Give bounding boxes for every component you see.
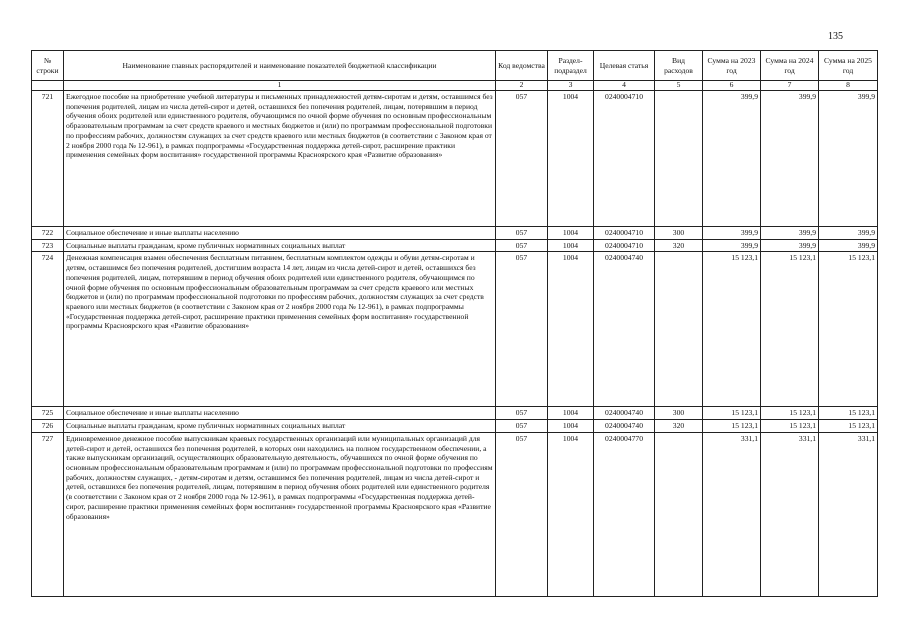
expense-type: 300 [655, 227, 703, 240]
dept-code: 057 [496, 252, 548, 407]
column-number: 3 [548, 81, 594, 91]
section-code: 1004 [548, 239, 594, 252]
sum-2024: 399,9 [761, 239, 819, 252]
column-number: 4 [594, 81, 655, 91]
dept-code: 057 [496, 420, 548, 433]
target-article: 0240004710 [594, 91, 655, 227]
column-number: 7 [761, 81, 819, 91]
target-article: 0240004740 [594, 420, 655, 433]
sum-2025: 331,1 [819, 432, 878, 596]
dept-code: 057 [496, 432, 548, 596]
column-number: 5 [655, 81, 703, 91]
expense-type: 320 [655, 239, 703, 252]
sum-2025: 399,9 [819, 91, 878, 227]
row-name: Социальные выплаты гражданам, кроме публичных нормативных социальных выплат [64, 239, 496, 252]
sum-2023: 399,9 [703, 227, 761, 240]
dept-code: 057 [496, 91, 548, 227]
header-name: Наименование главных распорядителей и наименование показателей бюджетной классификации [64, 51, 496, 81]
sum-2023: 15 123,1 [703, 252, 761, 407]
row-number: 721 [32, 91, 64, 227]
sum-2025: 399,9 [819, 239, 878, 252]
target-article: 0240004740 [594, 407, 655, 420]
sum-2025: 15 123,1 [819, 407, 878, 420]
section-code: 1004 [548, 227, 594, 240]
sum-2023: 399,9 [703, 91, 761, 227]
expense-type: 320 [655, 420, 703, 433]
expense-type: 300 [655, 407, 703, 420]
dept-code: 057 [496, 407, 548, 420]
sum-2023: 15 123,1 [703, 420, 761, 433]
expense-type [655, 91, 703, 227]
row-name: Денежная компенсация взамен обеспечения бесплатным питанием, бесплатным комплектом одежды и обуви детям-сиротам и детям, оставшимся без попечения родителей, достигшим возраста 14 лет, лицам из числа детей-сирот и детей, оставшихся без попечения родителей, лицам, потерявшим в период обучения обоих родителей или единственного родителя, обучающимся по очной форме обучения по основным профессиональным образовательным программам за счет средств краевого или местных бюджетов и (или) по программам профессиональной подготовки по профессиям рабочих, должностям служащих за счет средств краевого или местных бюджетов (в соответствии с Законом края от 2 ноября 2000 года № 12-961), в рамках подпрограммы «Государственная поддержка детей-сирот, расширение практики применения семейных форм воспитания» государственной программы Красноярского края «Развитие образования» [64, 252, 496, 407]
section-code: 1004 [548, 252, 594, 407]
header-row-number: № строки [32, 51, 64, 81]
sum-2024: 331,1 [761, 432, 819, 596]
target-article: 0240004740 [594, 252, 655, 407]
row-name: Социальные выплаты гражданам, кроме публичных нормативных социальных выплат [64, 420, 496, 433]
row-number: 722 [32, 227, 64, 240]
section-code: 1004 [548, 407, 594, 420]
section-code: 1004 [548, 420, 594, 433]
sum-2024: 399,9 [761, 91, 819, 227]
sum-2023: 331,1 [703, 432, 761, 596]
table-row [32, 239, 878, 252]
column-number [32, 81, 64, 91]
header-expense-type: Вид расходов [655, 51, 703, 81]
row-name: Социальное обеспечение и иные выплаты населению [64, 407, 496, 420]
column-number: 2 [496, 81, 548, 91]
dept-code: 057 [496, 239, 548, 252]
header-section: Раздел-подраздел [548, 51, 594, 81]
budget-table [31, 50, 878, 597]
table-row [32, 432, 878, 596]
target-article: 0240004710 [594, 227, 655, 240]
header-sum-2025: Сумма на 2025 год [819, 51, 878, 81]
header-target-article: Целевая статья [594, 51, 655, 81]
expense-type [655, 252, 703, 407]
section-code: 1004 [548, 91, 594, 227]
sum-2023: 15 123,1 [703, 407, 761, 420]
sum-2025: 15 123,1 [819, 420, 878, 433]
page-number: 135 [828, 31, 843, 42]
sum-2025: 15 123,1 [819, 252, 878, 407]
header-dept-code: Код ведомства [496, 51, 548, 81]
row-number: 726 [32, 420, 64, 433]
row-name: Единовременное денежное пособие выпускникам краевых государственных организаций или муниципальных организаций для детей-сирот и детей, оставшихся без попечения родителей, в которых они находились на полном государственном обеспечении, а также выпускникам организаций, осуществляющих образовательную деятельность, обучавшихся по очной форме обучения по основным профессиональным образовательным программам и (или) по программам профессиональной подготовки по профессиям рабочих, должностям служащих, - детям-сиротам и детям, оставшимся без попечения родителей, лицам из числа детей-сирот и детей, оставшихся без попечения родителей, лицам, потерявшим в период обучения обоих родителей или единственного родителя (в соответствии с Законом края от 2 ноября 2000 года № 12-961), в рамках подпрограммы «Государственная поддержка детей-сирот, расширение практики применения семейных форм воспитания» государственной программы Красноярского края «Развитие образования» [64, 432, 496, 596]
column-number-row [32, 81, 878, 91]
target-article: 0240004710 [594, 239, 655, 252]
table-row [32, 252, 878, 407]
section-code: 1004 [548, 432, 594, 596]
column-number: 6 [703, 81, 761, 91]
table-row [32, 420, 878, 433]
sum-2024: 399,9 [761, 227, 819, 240]
column-number: 8 [819, 81, 878, 91]
row-number: 727 [32, 432, 64, 596]
table-row [32, 407, 878, 420]
header-row [32, 51, 878, 81]
row-name: Ежегодное пособие на приобретение учебной литературы и письменных принадлежностей детям-сиротам и детям, оставшимся без попечения родителей, лицам из числа детей-сирот и детей, оставшихся без попечения родителей, лицам, потерявшим в период обучения обоих родителей или единственного родителя, обучающимся по очной форме обучения по основным профессиональным образовательным программам за счет средств краевого и местных бюджетов и (или) по программам профессиональной подготовки по профессиям рабочих, должностям служащих за счет средств краевого или местных бюджетов (в соответствии с Законом края от 2 ноября 2000 года № 12-961), в рамках подпрограммы «Государственная поддержка детей-сирот, расширение практики применения семейных форм воспитания» государственной программы Красноярского края «Развитие образования» [64, 91, 496, 227]
sum-2023: 399,9 [703, 239, 761, 252]
table-row [32, 227, 878, 240]
target-article: 0240004770 [594, 432, 655, 596]
dept-code: 057 [496, 227, 548, 240]
sum-2024: 15 123,1 [761, 407, 819, 420]
row-number: 723 [32, 239, 64, 252]
row-number: 725 [32, 407, 64, 420]
sum-2024: 15 123,1 [761, 420, 819, 433]
expense-type [655, 432, 703, 596]
column-number: 1 [64, 81, 496, 91]
row-name: Социальное обеспечение и иные выплаты населению [64, 227, 496, 240]
sum-2025: 399,9 [819, 227, 878, 240]
row-number: 724 [32, 252, 64, 407]
header-sum-2023: Сумма на 2023 год [703, 51, 761, 81]
table-row [32, 91, 878, 227]
sum-2024: 15 123,1 [761, 252, 819, 407]
header-sum-2024: Сумма на 2024 год [761, 51, 819, 81]
